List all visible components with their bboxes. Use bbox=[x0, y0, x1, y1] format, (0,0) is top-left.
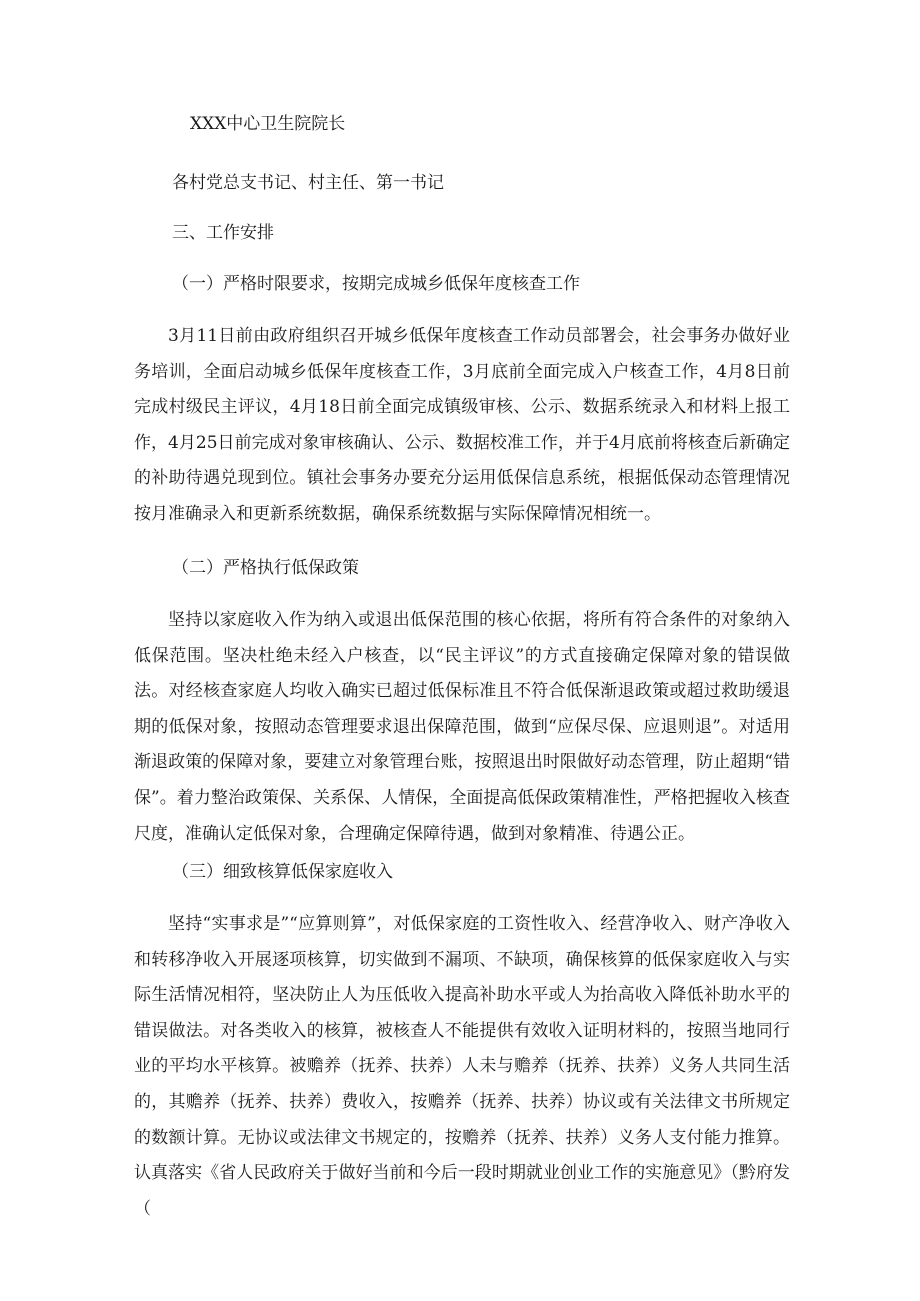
subsection-heading-3: （三）细致核算低保家庭收入 bbox=[172, 862, 393, 882]
paragraph-3: 坚持“实事求是”“应算则算”，对低保家庭的工资性收入、经营净收入、财产净收入和转移净收入开展逐项核算，切实做到不漏项、不缺项，确保核算的低保家庭收入与实际生活情况相符，坚决防止人为压低收入提高补助水平或人为抬高收入降低补助水平的错误做法。对各类收入的核算，被核查人不能提供有效收入证明材料的，按照当地同行业的平均水平核算。被赡养（抚养、扶养）人未与赡养（抚养、扶养）义务人共同生活的，其赡养（抚养、扶养）费收入，按赡养（抚养、扶养）协议或有关法律文书所规定的数额计算。无协议或法律文书规定的，按赡养（抚养、扶养）义务人支付能力推算。认真落实《省人民政府关于做好当前和今后一段时期就业创业工作的实施意见》（黔府发（ bbox=[134, 914, 790, 1219]
section-heading: 三、工作安排 bbox=[172, 223, 274, 243]
participants-line: 各村党总支书记、村主任、第一书记 bbox=[172, 173, 444, 193]
paragraph-2: 坚持以家庭收入作为纳入或退出低保范围的核心依据，将所有符合条件的对象纳入低保范围。坚决杜绝未经入户核查，以“民主评议”的方式直接确定保障对象的错误做法。对经核查家庭人均收入确实已超过低保标准且不符合低保渐退政策或超过救助缓退期的低保对象，按照动态管理要求退出保障范围，做到“应保尽保、应退则退”。对适用渐退政策的保障对象，要建立对象管理台账，按照退出时限做好动态管理，防止超期“错保”。着力整治政策保、关系保、人情保，全面提高低保政策精准性，严格把握收入核查尺度，准确认定低保对象，合理确定保障待遇，做到对象精准、待遇公正。 bbox=[134, 610, 790, 844]
subsection-heading-2: （二）严格执行低保政策 bbox=[172, 558, 359, 578]
paragraph-1: 3月11日前由政府组织召开城乡低保年度核查工作动员部署会，社会事务办做好业务培训，全面启动城乡低保年度核查工作，3月底前全面完成入户核查工作，4月8日前完成村级民主评议，4月18日前全面完成镇级审核、公示、数据系统录入和材料上报工作，4月25日前完成对象审核确认、公示、数据校准工作，并于4月底前将核查后新确定的补助待遇兑现到位。镇社会事务办要充分运用低保信息系统，根据低保动态管理情况按月准确录入和更新系统数据，确保系统数据与实际保障情况相统一。 bbox=[134, 326, 790, 524]
subsection-heading-1: （一）严格时限要求，按期完成城乡低保年度核查工作 bbox=[172, 274, 580, 294]
signatory-line: XXX中心卫生院院长 bbox=[190, 114, 346, 134]
